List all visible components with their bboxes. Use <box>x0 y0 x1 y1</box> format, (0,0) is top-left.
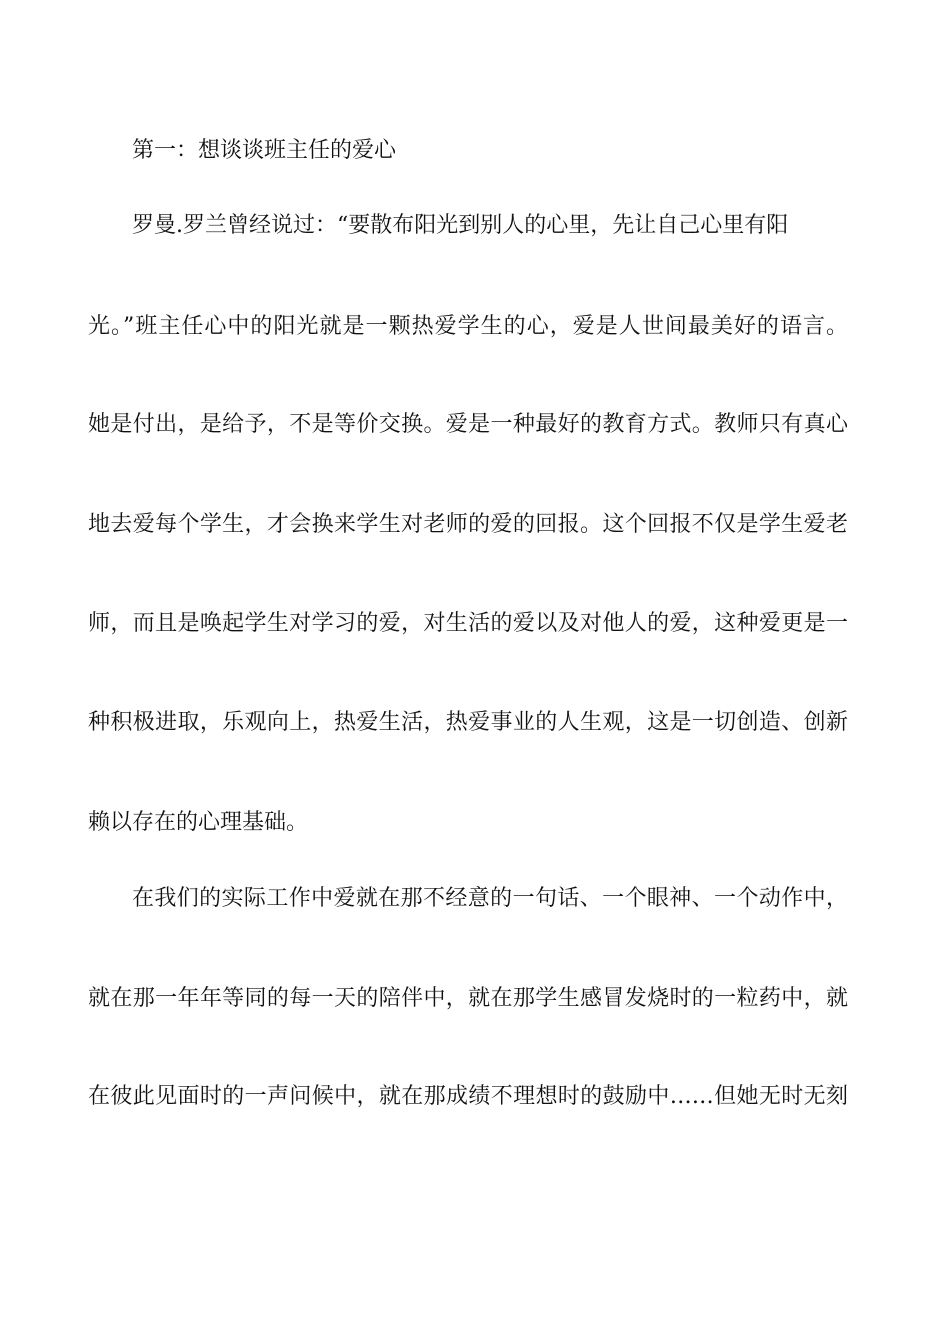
paragraph-1-line-6: 种积极进取，乐观向上，热爱生活，热爱事业的人生观，这是一切创造、创新 <box>88 710 848 735</box>
paragraph-1-line-5: 师，而且是唤起学生对学习的爱，对生活的爱以及对他人的爱，这种爱更是一 <box>88 611 848 636</box>
paragraph-2-line-2: 就在那一年年等同的每一天的陪伴中，就在那学生感冒发烧时的一粒药中，就 <box>88 986 848 1011</box>
paragraph-1-line-4: 地去爱每个学生，才会换来学生对老师的爱的回报。这个回报不仅是学生爱老 <box>88 512 848 537</box>
section-heading: 第一：想谈谈班主任的爱心 <box>132 138 397 163</box>
paragraph-1-line-7: 赖以存在的心理基础。 <box>88 810 309 835</box>
paragraph-2-line-1: 在我们的实际工作中爱就在那不经意的一句话、一个眼神、一个动作中， <box>132 886 848 911</box>
paragraph-1-line-2: 光。”班主任心中的阳光就是一颗热爱学生的心，爱是人世间最美好的语言。 <box>88 314 848 339</box>
paragraph-1-line-1: 罗曼.罗兰曾经说过：“要散布阳光到别人的心里，先让自己心里有阳 <box>132 213 789 238</box>
paragraph-2-line-3: 在彼此见面时的一声问候中，就在那成绩不理想时的鼓励中……但她无时无刻 <box>88 1084 848 1109</box>
paragraph-1-line-3: 她是付出，是给予，不是等价交换。爱是一种最好的教育方式。教师只有真心 <box>88 412 848 437</box>
